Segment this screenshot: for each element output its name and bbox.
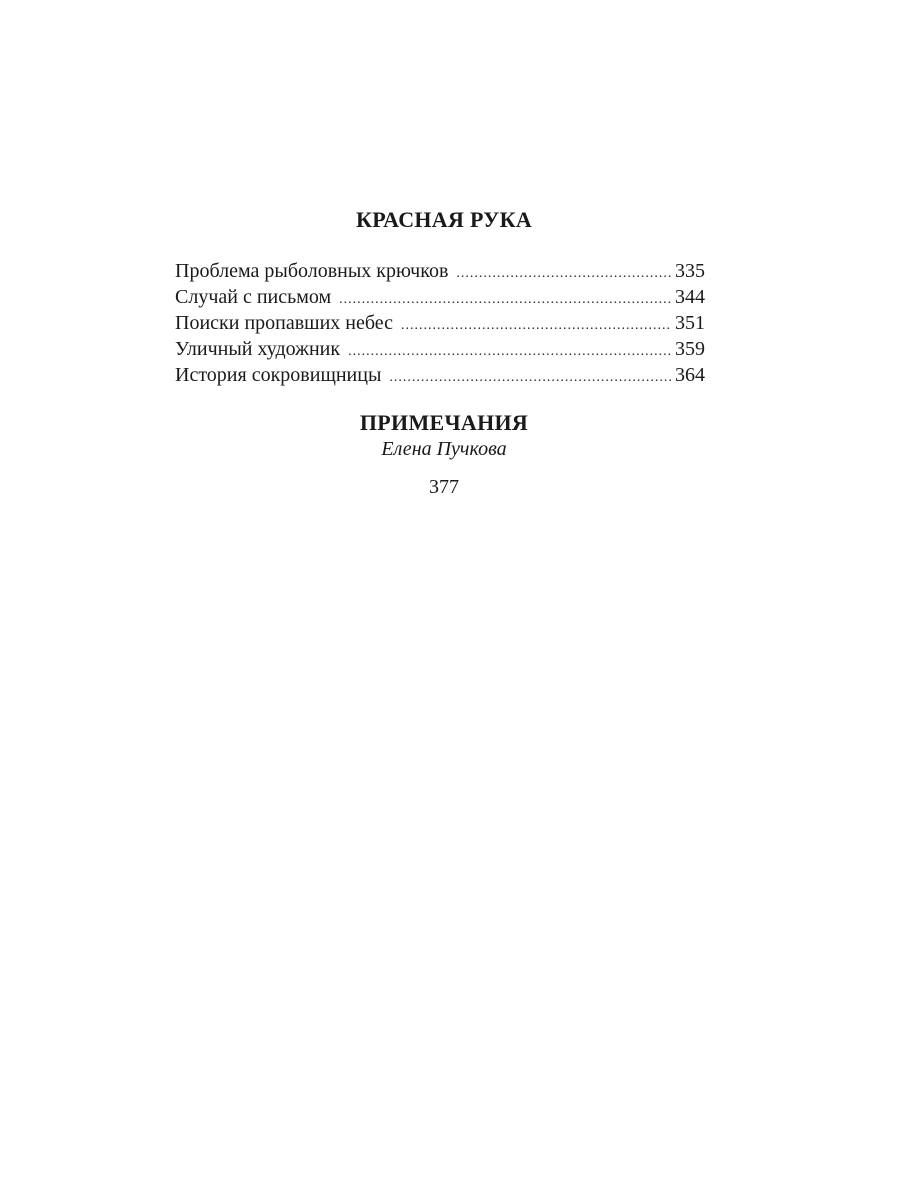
toc-entry-title: Проблема рыболовных крючков — [175, 260, 449, 282]
toc-entry[interactable] — [175, 310, 705, 336]
toc-leader-dots — [348, 339, 671, 365]
section-title-notes: ПРИМЕЧАНИЯ — [359, 410, 529, 435]
toc-entry-title: История сокровищницы — [175, 364, 382, 386]
notes-author: Елена Пучкова — [381, 438, 507, 460]
toc-entry[interactable] — [175, 336, 705, 362]
toc-leader-dots — [456, 261, 671, 287]
toc-entry-page: 351 — [675, 312, 705, 334]
section-title-red-hand: КРАСНАЯ РУКА — [355, 207, 533, 232]
toc-entry[interactable] — [175, 258, 705, 284]
toc-entry-title: Уличный художник — [175, 338, 341, 360]
toc-entry-title: Поиски пропавших небес — [175, 312, 394, 334]
toc-leader-dots — [389, 365, 671, 391]
toc-entry[interactable] — [175, 362, 705, 388]
toc-leader-dots — [401, 313, 671, 339]
notes-page-number[interactable]: 377 — [429, 476, 459, 498]
toc-entry[interactable] — [175, 284, 705, 310]
table-of-contents — [175, 258, 705, 388]
toc-entry-page: 335 — [675, 260, 705, 282]
toc-entry-page: 359 — [675, 338, 705, 360]
toc-entry-page: 364 — [675, 364, 705, 386]
toc-entry-title: Случай с письмом — [175, 286, 332, 308]
toc-entry-page: 344 — [675, 286, 705, 308]
